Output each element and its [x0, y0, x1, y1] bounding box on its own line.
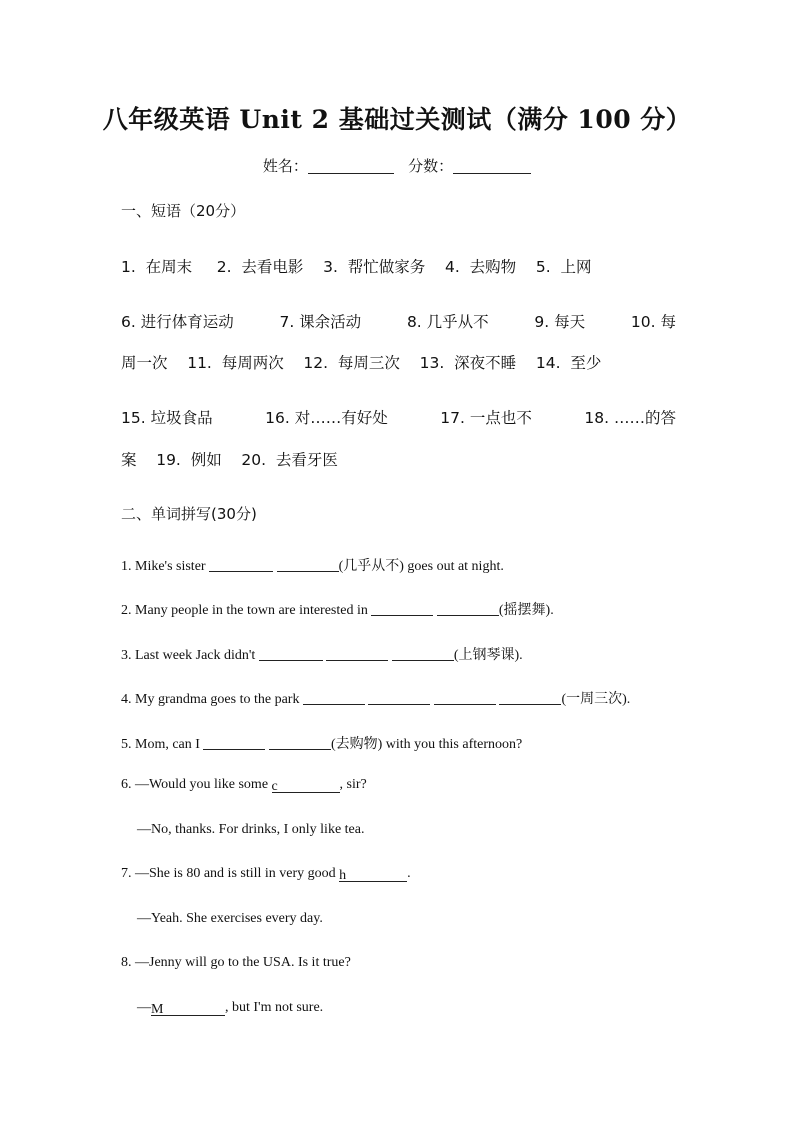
answer-blank[interactable] [326, 647, 388, 661]
answer-blank[interactable] [209, 558, 273, 572]
answer-blank[interactable] [203, 736, 265, 750]
phrase-item: 6. 进行体育运动 [121, 313, 234, 331]
phrase-item: 16. 对……有好处 [265, 409, 388, 427]
question-text: , sir? [339, 777, 367, 792]
phrase-item: 15. 垃圾食品 [121, 409, 213, 427]
question-2 [121, 599, 554, 619]
question-text: 3. Last week Jack didn't [121, 648, 259, 663]
answer-blank[interactable] [437, 602, 499, 616]
name-score-line [0, 155, 794, 176]
page-title: 八年级英语 Unit 2 基础过关测试（满分 100 分） [102, 105, 692, 134]
question-3 [121, 644, 523, 664]
question-text: , but I'm not sure. [225, 1000, 324, 1015]
question-1 [121, 555, 504, 575]
question-8: 8. —Jenny will go to the USA. Is it true? [121, 955, 351, 970]
answer-blank[interactable] [259, 647, 323, 661]
question-text: (几乎从不) goes out at night. [338, 559, 504, 574]
section1-heading: 一、短语（20分） [121, 202, 246, 220]
question-text: . [407, 866, 411, 881]
answer-blank[interactable] [371, 602, 433, 616]
phrase-item: 8. 几乎从不 [406, 313, 489, 331]
phrase-line-3: 周一次 11. 每周两次 12. 每周三次 13. 深夜不睡 14. 至少 [121, 354, 602, 372]
question-6-reply: —No, thanks. For drinks, I only like tea. [137, 822, 365, 837]
score-blank[interactable] [453, 159, 531, 174]
phrase-line-1: 1. 在周末 2. 去看电影 3. 帮忙做家务 4. 去购物 5. 上网 [121, 258, 592, 276]
question-5 [121, 733, 522, 753]
initial-letter-hint: M [151, 1002, 164, 1017]
question-8-reply [137, 1000, 323, 1016]
phrase-item: 9. 每天 [534, 313, 586, 331]
question-text: 5. Mom, can I [121, 737, 204, 752]
answer-blank[interactable] [392, 647, 454, 661]
answer-blank[interactable] [499, 691, 561, 705]
question-text: (上钢琴课). [453, 648, 523, 663]
initial-letter-hint: h [339, 868, 347, 883]
question-7 [121, 866, 411, 882]
phrase-item: 17. 一点也不 [440, 409, 532, 427]
question-text: 7. —She is 80 and is still in very good [121, 866, 340, 881]
answer-blank[interactable] [339, 868, 407, 882]
question-text: 2. Many people in the town are interested in [121, 603, 372, 618]
answer-blank[interactable] [269, 736, 331, 750]
answer-blank[interactable] [277, 558, 339, 572]
question-text: 1. Mike's sister [121, 559, 210, 574]
question-6 [121, 777, 367, 793]
phrase-item: 10. 每 [630, 313, 676, 331]
question-text: 6. —Would you like some [121, 777, 272, 792]
phrase-item: 7. 课余活动 [279, 313, 362, 331]
answer-blank[interactable] [434, 691, 496, 705]
name-label: 姓名： [262, 157, 308, 175]
answer-blank[interactable] [368, 691, 430, 705]
phrase-line-4 [121, 406, 676, 428]
question-text: 4. My grandma goes to the park [121, 692, 303, 707]
phrase-line-5: 案 19. 例如 20. 去看牙医 [121, 451, 338, 469]
score-label: 分数： [408, 157, 454, 175]
question-text: (摇摆舞). [498, 603, 554, 618]
phrase-item: 18. ……的答 [584, 409, 676, 427]
section2-heading: 二、单词拼写(30分) [121, 505, 257, 523]
answer-blank[interactable] [303, 691, 365, 705]
answer-blank[interactable] [272, 779, 340, 793]
initial-letter-hint: c [271, 779, 278, 794]
phrase-line-2 [121, 310, 676, 332]
question-7-reply: —Yeah. She exercises every day. [137, 911, 323, 926]
question-text: — [137, 1000, 151, 1015]
name-blank[interactable] [308, 159, 394, 174]
question-text: (一周三次). [561, 692, 631, 707]
question-text: (去购物) with you this afternoon? [330, 737, 523, 752]
answer-blank[interactable] [151, 1002, 225, 1016]
question-4 [121, 688, 630, 708]
